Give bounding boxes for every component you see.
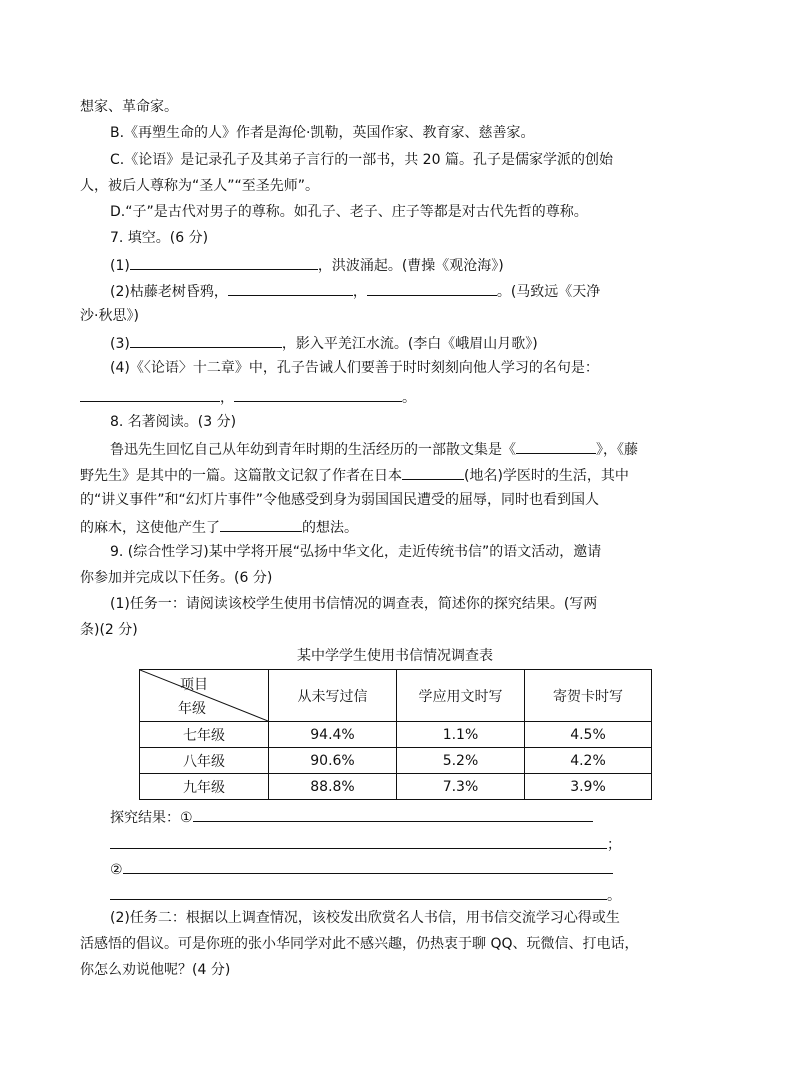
- grade-cell: 八年级: [140, 748, 269, 774]
- label: 。: [402, 390, 416, 406]
- table-row: [140, 774, 652, 800]
- grade-cell: 七年级: [140, 722, 269, 748]
- corner-cell: [140, 670, 269, 722]
- value-cell: 88.8%: [269, 774, 397, 800]
- value-cell: 5.2%: [397, 748, 525, 774]
- label: 》，《藤: [596, 442, 638, 458]
- option-b: B.《再塑生命的人》作者是海伦·凯勒，英国作家、教育家、慈善家。: [110, 125, 535, 141]
- answer-blank[interactable]: [193, 807, 593, 822]
- answer-blank[interactable]: [130, 333, 282, 348]
- question-8: 8. 名著阅读。(3 分): [110, 414, 237, 430]
- question-9-cont: 你参加并完成以下任务。(6 分): [80, 570, 273, 586]
- value-cell: 3.9%: [525, 774, 652, 800]
- value-cell: 90.6%: [269, 748, 397, 774]
- label: ②: [110, 862, 123, 878]
- q8-line-3: 的“讲义事件”和“幻灯片事件”令他感受到身为弱国国民遭受的屈辱，同时也看到国人: [80, 492, 600, 508]
- task-2-cont: 活感悟的倡议。可是你班的张小华同学对此不感兴趣，仍热衷于聊 QQ、玩微信、打电话，: [80, 936, 639, 952]
- survey-table: [139, 669, 652, 800]
- table-row: [140, 722, 652, 748]
- label: 的麻木，这使他产生了: [80, 520, 220, 536]
- task-2: (2)任务二：根据以上调查情况，该校发出欣赏名人书信，用书信交流学习心得或生: [110, 910, 620, 926]
- q7-item-4: (4)《〈论语〉十二章》中，孔子告诫人们要善于时时刻刻向他人学习的名句是：: [110, 360, 599, 376]
- label: ；: [607, 837, 621, 853]
- column-header: 学应用文时写: [397, 670, 525, 722]
- answer-blank[interactable]: [110, 834, 607, 849]
- column-header: 从未写过信: [269, 670, 397, 722]
- label: ，洪波涌起。(曹操《观沧海》): [317, 258, 504, 274]
- q7-item-1: [110, 255, 504, 275]
- answer-blank[interactable]: [80, 387, 220, 402]
- label: 。: [607, 888, 621, 904]
- q8-line-4: [80, 517, 358, 537]
- q7-item-2-cont: 沙·秋思》): [80, 308, 139, 324]
- value-cell: 94.4%: [269, 722, 397, 748]
- question-7: 7. 填空。(6 分): [110, 230, 209, 246]
- result-line-3: [110, 859, 613, 879]
- result-line-1: [110, 807, 593, 827]
- task-2-cont: 你怎么劝说他呢？(4 分): [80, 962, 231, 978]
- answer-blank[interactable]: [516, 439, 596, 454]
- table-title: 某中学学生使用书信情况调查表: [297, 648, 493, 664]
- question-9: 9. (综合性学习)某中学将开展“弘扬中华文化，走近传统书信”的语文活动，邀请: [110, 544, 602, 560]
- answer-blank[interactable]: [130, 255, 318, 270]
- label: 鲁迅先生回忆自己从年幼到青年时期的生活经历的一部散文集是《: [110, 442, 516, 458]
- q8-line-2: [80, 465, 629, 485]
- value-cell: 4.5%: [525, 722, 652, 748]
- label: (1): [110, 258, 130, 274]
- label: (3): [110, 336, 130, 352]
- label: (地名)学医时的生活，其中: [464, 468, 629, 484]
- label: ，影入平羌江水流。(李白《峨眉山月歌》): [281, 336, 538, 352]
- corner-bottom-label: 年级: [178, 701, 206, 717]
- q7-item-4-blanks: [80, 387, 416, 407]
- table-header-row: [140, 670, 652, 722]
- task-1-cont: 条)(2 分): [80, 622, 138, 638]
- result-line-4: [110, 885, 621, 905]
- label: ，: [220, 390, 234, 406]
- answer-blank[interactable]: [110, 885, 607, 900]
- q8-line-1: [110, 439, 638, 459]
- option-d: D.“子”是古代对男子的尊称。如孔子、老子、庄子等都是对古代先哲的尊称。: [110, 204, 588, 220]
- label: 探究结果：①: [110, 810, 193, 826]
- label: 野先生》是其中的一篇。这篇散文记叙了作者在日本: [80, 468, 402, 484]
- task-1: (1)任务一：请阅读该校学生使用书信情况的调查表，简述你的探究结果。(写两: [110, 596, 598, 612]
- label: 。(马致远《天净: [496, 284, 601, 300]
- answer-blank[interactable]: [367, 281, 497, 296]
- q7-item-2: [110, 281, 600, 301]
- q7-item-3: [110, 333, 538, 353]
- answer-blank[interactable]: [123, 859, 613, 874]
- value-cell: 7.3%: [397, 774, 525, 800]
- label: (2)枯藤老树昏鸦，: [110, 284, 228, 300]
- table-row: [140, 748, 652, 774]
- corner-top-label: 项目: [180, 677, 208, 693]
- answer-blank[interactable]: [402, 465, 464, 480]
- column-header: 寄贺卡时写: [525, 670, 652, 722]
- answer-blank[interactable]: [234, 387, 402, 402]
- text-line: 想家、革命家。: [80, 99, 178, 115]
- value-cell: 4.2%: [525, 748, 652, 774]
- option-c: C.《论语》是记录孔子及其弟子言行的一部书，共 20 篇。孔子是儒家学派的创始: [110, 152, 613, 168]
- option-c-cont: 人，被后人尊称为“圣人”“至圣先师”。: [80, 178, 320, 194]
- grade-cell: 九年级: [140, 774, 269, 800]
- answer-blank[interactable]: [220, 517, 302, 532]
- value-cell: 1.1%: [397, 722, 525, 748]
- label: 的想法。: [302, 520, 358, 536]
- answer-blank[interactable]: [228, 281, 353, 296]
- label: ，: [352, 284, 367, 300]
- result-line-2: [110, 834, 621, 854]
